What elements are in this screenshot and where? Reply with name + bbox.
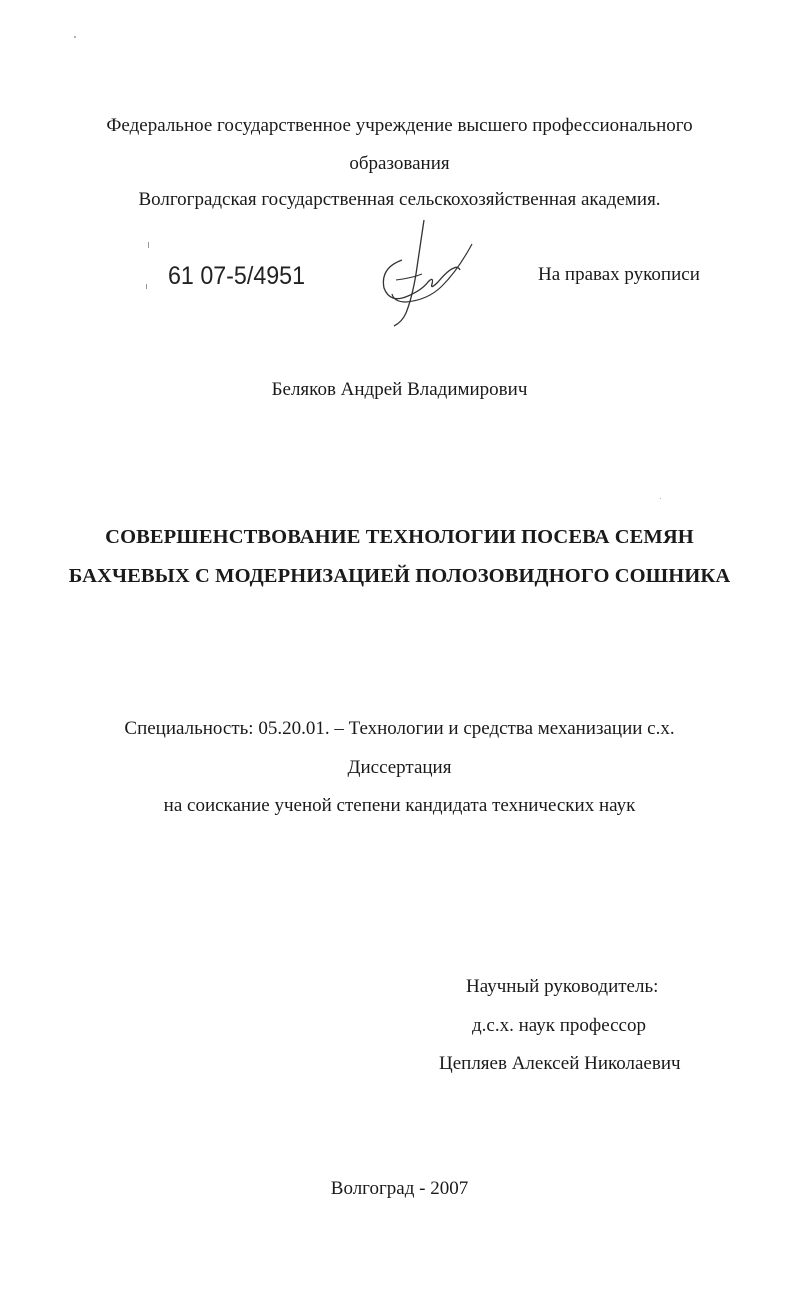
thesis-title-line-2: БАХЧЕВЫХ С МОДЕРНИЗАЦИЕЙ ПОЛОЗОВИДНОГО СОШНИКА [68,565,731,587]
scan-speck [74,36,76,38]
author-name: Беляков Андрей Владимирович [271,379,528,400]
institution-line-3: Волгоградская государственная сельскохозяйственная академия. [138,189,661,210]
signature-icon [372,218,482,328]
institution-line-2: образования [349,153,450,174]
scan-speck [148,242,149,248]
thesis-title-line-1: СОВЕРШЕНСТВОВАНИЕ ТЕХНОЛОГИИ ПОСЕВА СЕМЯН [105,526,694,548]
institution-line-1: Федеральное государственное учреждение высшего профессионального [106,115,693,136]
catalog-stamp-number: 61 07-5/4951 [168,262,306,290]
scan-speck [146,284,147,289]
supervisor-degree: д.с.х. наук профессор [472,1015,646,1036]
dissertation-type: Диссертация [347,757,452,778]
supervisor-name: Цепляев Алексей Николаевич [439,1053,681,1074]
place-year: Волгоград - 2007 [330,1178,469,1199]
supervisor-label: Научный руководитель: [466,976,659,997]
rights-note: На правах рукописи [538,264,700,285]
dissertation-purpose: на соискание ученой степени кандидата технических наук [163,795,636,816]
scan-speck [660,498,661,499]
specialty-line: Специальность: 05.20.01. – Технологии и средства механизации с.х. [124,718,675,739]
